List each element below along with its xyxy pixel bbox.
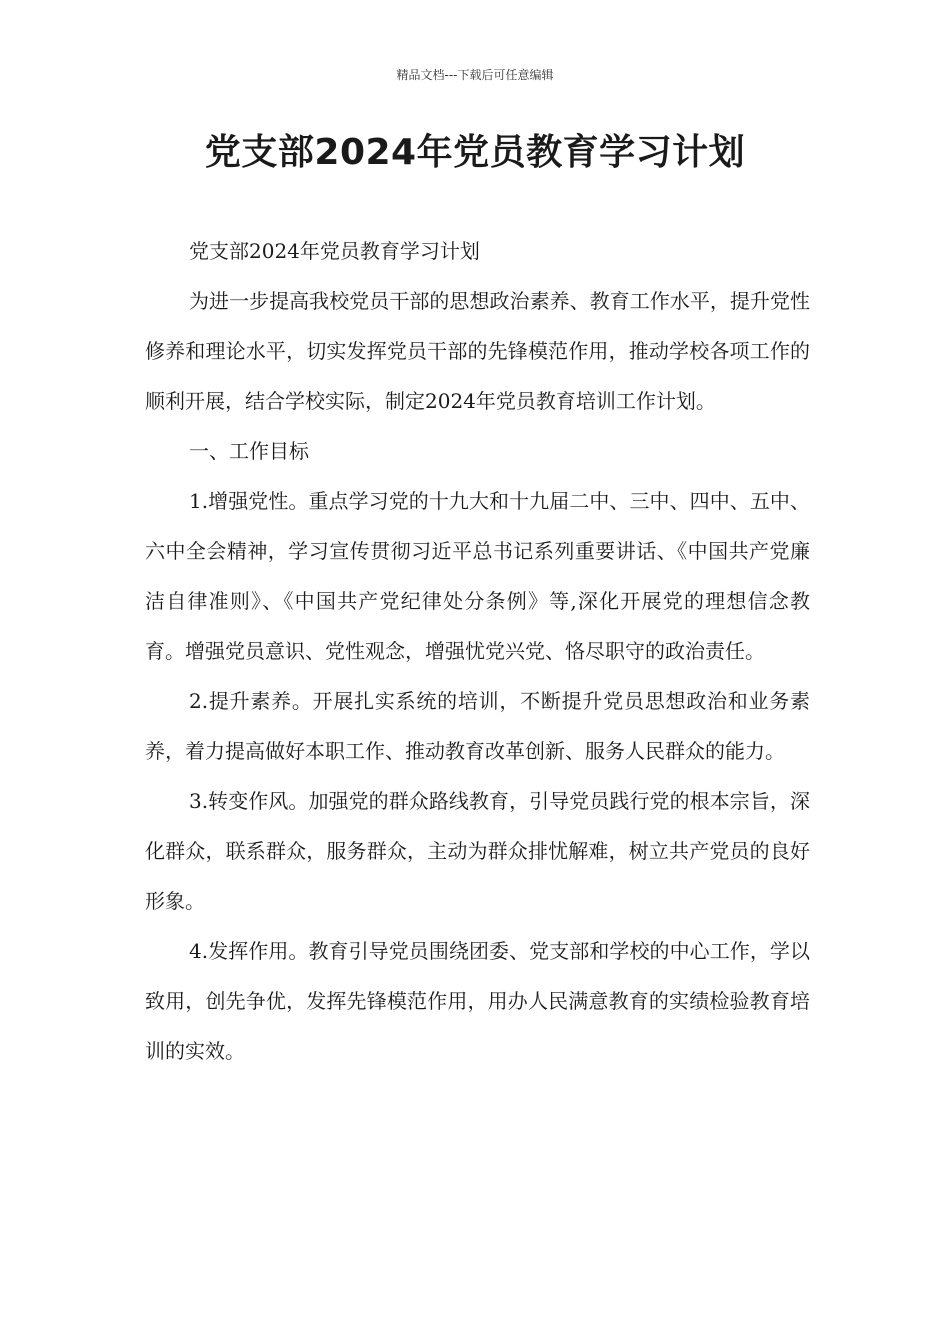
paragraph-goal-1: 1.增强党性。重点学习党的十九大和十九届二中、三中、四中、五中、六中全会精神，学习宣传贯彻习近平总书记系列重要讲话、《中国共产党廉洁自律准则》、《中国共产党纪律处分条例》等,深化开展党的理想信念教育。增强党员意识、党性观念，增强忧党兴党、恪尽职守的政治责任。 <box>145 489 810 663</box>
paragraph-subtitle: 党支部2024年党员教育学习计划 <box>189 239 480 263</box>
section-heading-goals: 一、工作目标 <box>189 439 309 463</box>
paragraph-goal-3: 3.转变作风。加强党的群众路线教育，引导党员践行党的根本宗旨，深化群众，联系群众，服务群众，主动为群众排忧解难，树立共产党员的良好形象。 <box>145 789 810 913</box>
document-body <box>145 226 810 1076</box>
paragraph-goal-2: 2.提升素养。开展扎实系统的培训，不断提升党员思想政治和业务素养，着力提高做好本职工作、推动教育改革创新、服务人民群众的能力。 <box>145 689 810 763</box>
paragraph-goal-4: 4.发挥作用。教育引导党员围绕团委、党支部和学校的中心工作，学以致用，创先争优，发挥先锋模范作用，用办人民满意教育的实绩检验教育培训的实效。 <box>145 939 810 1063</box>
header-note: 精品文档---下载后可任意编辑 <box>396 68 554 82</box>
paragraph-intro: 为进一步提高我校党员干部的思想政治素养、教育工作水平，提升党性修养和理论水平，切实发挥党员干部的先锋模范作用，推动学校各项工作的顺利开展，结合学校实际，制定2024年党员教育培训工作计划。 <box>145 289 810 413</box>
document-title: 党支部2024年党员教育学习计划 <box>204 132 746 173</box>
